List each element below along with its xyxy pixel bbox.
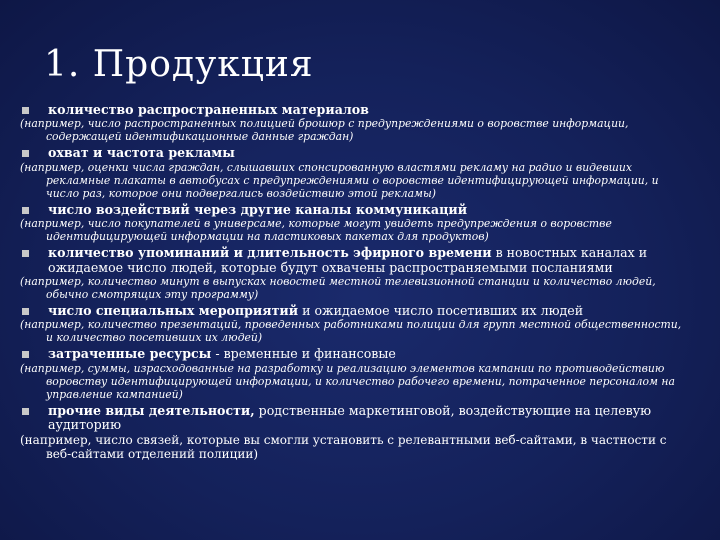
item-bold-text: число специальных мероприятий bbox=[48, 303, 299, 319]
item-bold-text: затраченные ресурсы bbox=[48, 346, 212, 362]
slide-content bbox=[20, 103, 690, 464]
item-bold-text: количество упоминаний и длительность эфирного времени bbox=[48, 245, 492, 261]
item-text: - временные и финансовые bbox=[211, 346, 396, 362]
item-note: (например, суммы, израсходованные на разработку и реализацию элементов кампании по противодействию воровству идентифицирующей информации, и количество рабочего времени, потраченное персоналом на управление кампанией) bbox=[20, 361, 675, 401]
item-note: (например, число распространенных полицией брошюр с предупреждениями о воровстве информации, содержащей идентификационные данные граждан) bbox=[20, 117, 629, 144]
list-item bbox=[20, 404, 690, 433]
list-item bbox=[20, 246, 690, 275]
list-item bbox=[20, 103, 690, 117]
list-item bbox=[20, 304, 690, 318]
item-note: (например, оценки числа граждан, слышавших спонсированную властями рекламу на радио и видевших рекламные плакаты в автобусах с предупреждениями о воровстве идентифицирующей информации, и число раз, которое они подвергались воздействию этой рекламы) bbox=[20, 160, 659, 200]
square-bullet-icon bbox=[22, 150, 29, 157]
square-bullet-icon bbox=[22, 408, 29, 415]
item-bold-text: прочие виды деятельности, bbox=[48, 402, 255, 418]
list-item bbox=[20, 146, 690, 160]
list-item bbox=[20, 203, 690, 217]
square-bullet-icon bbox=[22, 351, 29, 358]
item-text: и ожидаемое число посетивших их людей bbox=[298, 303, 584, 319]
item-note: (например, количество презентаций, проведенных работниками полиции для групп местной общественности, и количество посетивших их людей) bbox=[20, 318, 682, 345]
item-bold-text: число воздействий через другие каналы коммуникаций bbox=[48, 201, 468, 217]
square-bullet-icon bbox=[22, 107, 29, 114]
item-note: (например, количество минут в выпусках новостей местной телевизионной станции и количество людей, обычно смотрящих эту программу) bbox=[20, 275, 656, 302]
list-item bbox=[20, 347, 690, 361]
square-bullet-icon bbox=[22, 207, 29, 214]
square-bullet-icon bbox=[22, 308, 29, 315]
square-bullet-icon bbox=[22, 250, 29, 257]
item-text: родственные маркетинговой, воздействующие на целевую аудиторию bbox=[48, 402, 652, 433]
slide-title: 1. Продукция bbox=[44, 44, 314, 85]
item-note: (например, число связей, которые вы смогли установить с релевантными веб-сайтами, в частности с веб-сайтами отделений полиции) bbox=[20, 432, 667, 461]
item-text: в новостных каналах и ожидаемое число людей, которые будут охвачены распространяемыми посланиями bbox=[48, 245, 648, 275]
item-bold-text: количество распространенных материалов bbox=[48, 102, 369, 117]
item-bold-text: охват и частота рекламы bbox=[48, 145, 235, 161]
item-note: (например, число покупателей в универсаме, которые могут увидеть предупреждения о воровстве идентифицирующей информации на пластиковых пакетах для продуктов) bbox=[20, 217, 612, 244]
